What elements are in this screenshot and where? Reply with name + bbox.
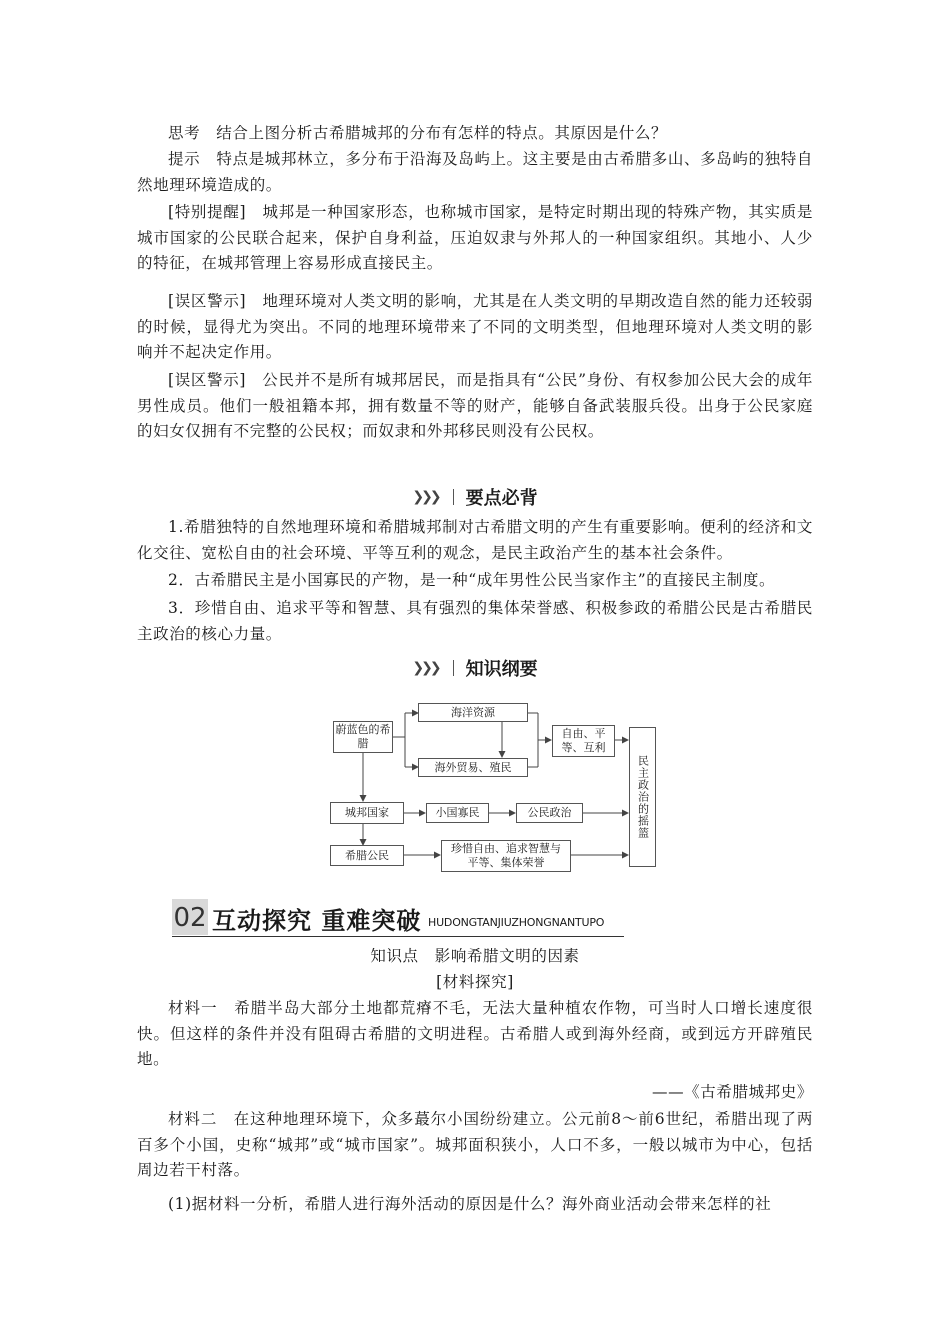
node-freedom-equality: 自由、平等、互利 — [552, 725, 615, 757]
knowledge-point-title: 知识点 影响希腊文明的因素 — [370, 947, 580, 965]
key-point-item: 2．古希腊民主是小国寡民的产物，是一种“成年男性公民当家作主”的直接民主制度。 — [168, 571, 776, 589]
material-two: 材料二 在这种地理环境下，众多蕞尔小国纷纷建立。公元前8～前6世纪，希腊出现了两百多个小国，史称“城邦”或“城市国家”。城邦面积狭小，人口不多，一般以城市为中心，包括周边若干村落。 — [137, 1110, 813, 1179]
misconception-paragraph-2: [误区警示] 公民并不是所有城邦居民，而是指具有“公民”身份、有权参加公民大会的成年男性成员。他们一般祖籍本邦，拥有数量不等的财产，能够自备武装服兵役。出身于公民家庭的妇女仅拥有不完整的公民权；而奴隶和外邦移民则没有公民权。 — [137, 371, 813, 440]
node-democracy-cradle: 民主政治的摇篮 — [629, 727, 656, 867]
misconception-paragraph-1: [误区警示] 地理环境对人类文明的影响，尤其是在人类文明的早期改造自然的能力还较弱的时候，显得尤为突出。不同的地理环境带来了不同的文明类型，但地理环境对人类文明的影响并不起决定作用。 — [137, 292, 813, 361]
heading-divider — [453, 489, 454, 505]
heading-divider — [453, 660, 454, 676]
double-chevron-icon: ❯❯❯ — [412, 489, 439, 505]
key-point-item: 1.希腊独特的自然地理环境和希腊城邦制对古希腊文明的产生有重要影响。便利的经济和文化交往、宽松自由的社会环境、平等互利的观念，是民主政治产生的基本社会条件。 — [137, 518, 813, 562]
key-points-title: 要点必背 — [465, 488, 538, 509]
outline-heading — [0, 655, 950, 681]
hint-paragraph: 提示 特点是城邦林立，多分布于沿海及岛屿上。这主要是由古希腊多山、多岛屿的独特自然地理环境造成的。 — [137, 150, 813, 194]
node-blue-greece: 蔚蓝色的希腊 — [333, 721, 393, 753]
material-one-source: ——《古希腊城邦史》 — [651, 1083, 813, 1101]
double-chevron-icon: ❯❯❯ — [412, 660, 439, 676]
node-overseas-trade: 海外贸易、殖民 — [418, 758, 528, 777]
node-greek-citizens: 希腊公民 — [330, 845, 404, 866]
banner-underline — [172, 936, 624, 937]
key-points-heading — [0, 484, 950, 510]
special-reminder-paragraph: [特别提醒] 城邦是一种国家形态，也称城市国家，是特定时期出现的特殊产物，其实质是城市国家的公民联合起来，保护自身利益，压迫奴隶与外邦人的一种国家组织。其地小、人少的特征，在城邦管理上容易形成直接民主。 — [137, 203, 813, 272]
material-one: 材料一 希腊半岛大部分土地都荒瘠不毛，无法大量种植农作物，可当时人口增长速度很快。但这样的条件并没有阻碍古希腊的文明进程。古希腊人或到海外经商，或到远方开辟殖民地。 — [137, 999, 813, 1068]
node-city-state: 城邦国家 — [330, 802, 404, 824]
section-number: 02 — [172, 899, 208, 935]
key-point-item: 3．珍惜自由、追求平等和智慧、具有强烈的集体荣誉感、积极参政的希腊公民是古希腊民主政治的核心力量。 — [137, 599, 813, 643]
question-one: (1)据材料一分析，希腊人进行海外活动的原因是什么？海外商业活动会带来怎样的社 — [168, 1195, 772, 1213]
section-title: 互动探究 重难突破 — [212, 907, 422, 935]
section-banner — [172, 899, 624, 939]
material-inquiry-label: [材料探究] — [436, 973, 514, 991]
think-paragraph: 思考 结合上图分析古希腊城邦的分布有怎样的特点。其原因是什么？ — [168, 124, 668, 142]
outline-title: 知识纲要 — [465, 659, 538, 680]
section-pinyin: HUDONGTANJIUZHONGNANTUPO — [428, 916, 605, 929]
node-small-state: 小国寡民 — [426, 803, 489, 823]
node-citizen-politics: 公民政治 — [516, 803, 583, 823]
node-cherish-freedom: 珍惜自由、追求智慧与平等、集体荣誉 — [441, 840, 571, 872]
node-ocean-resources: 海洋资源 — [418, 703, 528, 722]
outline-diagram — [330, 697, 660, 873]
